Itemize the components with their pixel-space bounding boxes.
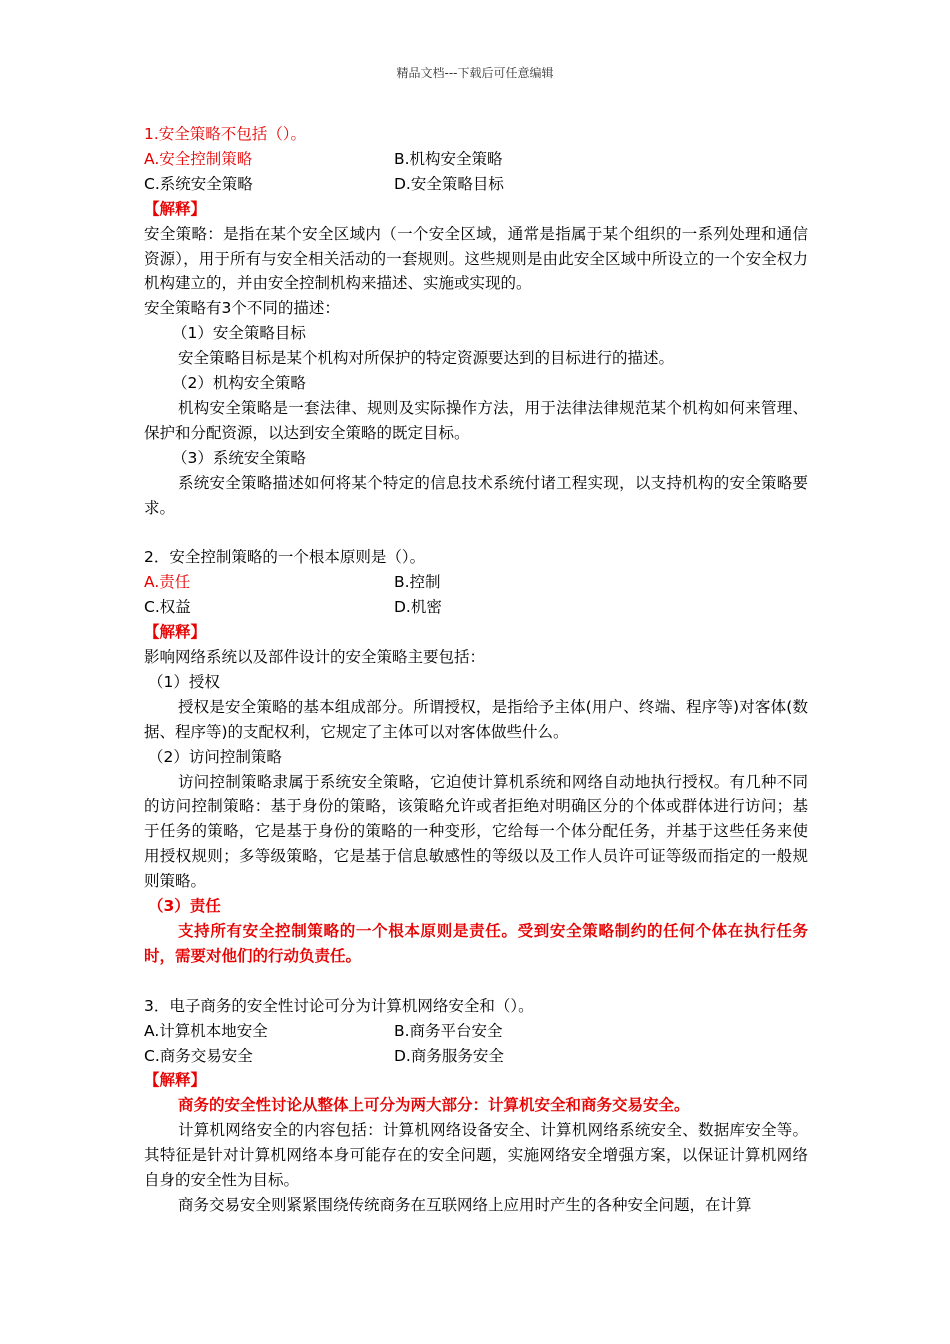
q3-options-row-2 xyxy=(144,1044,808,1069)
q1-question: 1.安全策略不包括（）。 xyxy=(144,125,307,143)
q2-item-2-text: 访问控制策略隶属于系统安全策略，它迫使计算机系统和网络自动地执行授权。有几种不同的访问控制策略：基于身份的策略，该策略允许或者拒绝对明确区分的个体或群体进行访问；基于任务的策略，它是基于身份的策略的一种变形，它给每一个体分配任务，并基于这些任务来使用授权规则；多等级策略，它是基于信息敏感性的等级以及工作人员许可证等级而指定的一般规则策略。 xyxy=(144,772,808,891)
q1-item-2-title: （2）机构安全策略 xyxy=(172,374,306,393)
q2-item-1-title: （1）授权 xyxy=(148,672,220,691)
q1-option-b: B.机构安全策略 xyxy=(394,149,503,168)
q3-option-a: A.计算机本地安全 xyxy=(144,1021,268,1040)
q3-options-row-1 xyxy=(144,1019,808,1044)
q3-option-c: C.商务交易安全 xyxy=(144,1046,253,1065)
q1-item-3-text: 系统安全策略描述如何将某个特定的信息技术系统付诸工程实现，以支持机构的安全策略要求。 xyxy=(144,473,808,517)
document-body xyxy=(144,122,808,1218)
q2-option-c: C.权益 xyxy=(144,598,191,617)
q3-paragraph-1: 商务的安全性讨论从整体上可分为两大部分：计算机安全和商务交易安全。 xyxy=(178,1096,690,1115)
q3-paragraph-2: 计算机网络安全的内容包括：计算机网络设备安全、计算机网络系统安全、数据库安全等。其特征是针对计算机网络本身可能存在的安全问题，实施网络安全增强方案，以保证计算机网络自身的安全性为目标。 xyxy=(144,1121,808,1190)
q2-explain-label: 【解释】 xyxy=(144,623,207,642)
q2-option-b: B.控制 xyxy=(394,573,441,592)
spacer xyxy=(144,969,808,994)
q2-item-2-title: （2）访问控制策略 xyxy=(148,747,282,766)
q1-option-d: D.安全策略目标 xyxy=(394,174,504,193)
q2-options-row-1 xyxy=(144,570,808,595)
q1-explain-label: 【解释】 xyxy=(144,199,207,218)
q2-paragraph-1: 影响网络系统以及部件设计的安全策略主要包括： xyxy=(144,648,486,667)
q3-option-b: B.商务平台安全 xyxy=(394,1021,503,1040)
q1-item-3-title: （3）系统安全策略 xyxy=(172,448,306,467)
q1-options-row-2 xyxy=(144,172,808,197)
q1-item-1-title: （1）安全策略目标 xyxy=(172,324,306,343)
page-header: 精品文档---下载后可任意编辑 xyxy=(396,66,554,80)
q3-explain-label: 【解释】 xyxy=(144,1071,207,1090)
q1-item-1-text: 安全策略目标是某个机构对所保护的特定资源要达到的目标进行的描述。 xyxy=(178,349,675,368)
q1-paragraph-1: 安全策略：是指在某个安全区域内（一个安全区域，通常是指属于某个组织的一系列处理和通信资源），用于所有与安全相关活动的一套规则。这些规则是由此安全区域中所设立的一个安全权力机构建立的，并由安全控制机构来描述、实施或实现的。 xyxy=(144,224,808,293)
q2-item-1-text: 授权是安全策略的基本组成部分。所谓授权，是指给予主体(用户、终端、程序等)对客体(数据、程序等)的支配权利，它规定了主体可以对客体做些什么。 xyxy=(144,697,808,741)
q3-question: 3．电子商务的安全性讨论可分为计算机网络安全和（）。 xyxy=(144,996,534,1015)
q1-option-c: C.系统安全策略 xyxy=(144,174,253,193)
q2-option-d: D.机密 xyxy=(394,598,442,617)
q1-paragraph-2: 安全策略有3个不同的描述： xyxy=(144,299,340,318)
spacer xyxy=(144,521,808,546)
q3-paragraph-3: 商务交易安全则紧紧围绕传统商务在互联网络上应用时产生的各种安全问题，在计算 xyxy=(178,1195,752,1214)
q2-option-a: A.责任 xyxy=(144,573,191,592)
q3-option-d: D.商务服务安全 xyxy=(394,1046,504,1065)
q1-item-2-text: 机构安全策略是一套法律、规则及实际操作方法，用于法律法律规范某个机构如何来管理、保护和分配资源，以达到安全策略的既定目标。 xyxy=(144,398,808,442)
q1-options-row-1 xyxy=(144,147,808,172)
q1-option-a: A.安全控制策略 xyxy=(144,149,253,168)
q2-options-row-2 xyxy=(144,595,808,620)
q2-question: 2．安全控制策略的一个根本原则是（）。 xyxy=(144,548,426,567)
q2-item-3-title: （3）责任 xyxy=(148,897,221,916)
q2-item-3-text: 支持所有安全控制策略的一个根本原则是责任。受到安全策略制约的任何个体在执行任务时，需要对他们的行动负责任。 xyxy=(144,921,808,965)
